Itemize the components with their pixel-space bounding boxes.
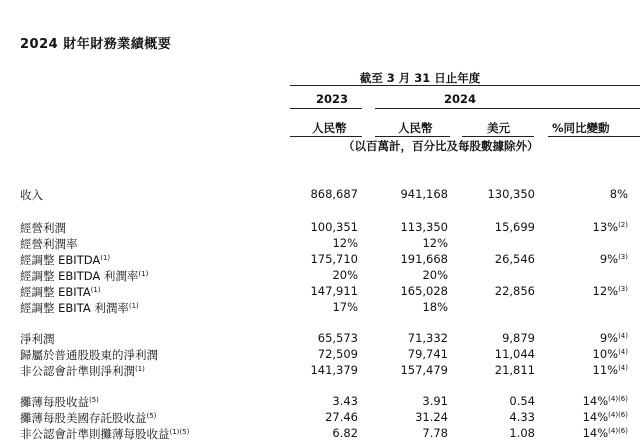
col-rule-4 (548, 136, 640, 137)
row-label: 非公認會計準則淨利潤$^{(1)}$ (20, 364, 145, 378)
value-2023: 175,710 (310, 252, 358, 266)
value-2024: 31.24 (415, 410, 448, 424)
col-rule-2 (375, 136, 450, 137)
unit-note: （以百萬計，百分比及每股數據除外） (343, 139, 539, 153)
row-label: 收入 (20, 188, 43, 202)
row-label: 經調整 EBITDA 利潤率$^{(1)}$ (20, 269, 149, 283)
period-header: 截至 3 月 31 日止年度 (359, 71, 481, 85)
year-2024-header: 2024 (444, 92, 477, 106)
value-2023: 100,351 (310, 220, 358, 234)
value-yoy: 14%$^{(4)(6)}$ (582, 426, 628, 440)
col-rule-1 (290, 136, 362, 137)
year-2023-header: 2023 (316, 92, 349, 106)
value-usd: 9,879 (502, 331, 535, 345)
table-row (0, 284, 640, 299)
table-row (0, 394, 640, 409)
value-2023: 20% (332, 268, 358, 282)
value-2024: 941,168 (400, 187, 448, 201)
col-usd-header: 美元 (487, 121, 510, 135)
row-label: 經營利潤 (20, 221, 66, 235)
row-label: 經調整 EBITA$^{(1)}$ (20, 285, 101, 299)
value-2024: 71,332 (407, 331, 448, 345)
value-2024: 165,028 (400, 284, 448, 298)
value-usd: 26,546 (494, 252, 535, 266)
value-2023: 6.82 (332, 426, 358, 440)
table-row (0, 426, 640, 441)
value-2024: 3.91 (422, 394, 448, 408)
value-usd: 22,856 (494, 284, 535, 298)
row-label: 淨利潤 (20, 332, 55, 346)
value-yoy: 9%$^{(4)}$ (599, 331, 628, 345)
value-2023: 65,573 (317, 331, 358, 345)
value-yoy: 11%$^{(4)}$ (592, 363, 628, 377)
table-row (0, 236, 640, 251)
value-usd: 11,044 (494, 347, 535, 361)
value-yoy: 13%$^{(2)}$ (592, 220, 628, 234)
row-label: 歸屬於普通股股東的淨利潤 (20, 348, 158, 362)
value-yoy: 8% (609, 187, 628, 201)
value-2024: 157,479 (400, 363, 448, 377)
value-2024: 18% (422, 300, 448, 314)
value-usd: 1.08 (509, 426, 535, 440)
value-2024: 7.78 (422, 426, 448, 440)
table-row (0, 268, 640, 283)
table-row (0, 220, 640, 235)
value-2023: 27.46 (325, 410, 358, 424)
year-2024-rule (375, 108, 640, 109)
value-yoy: 14%$^{(4)(6)}$ (582, 410, 628, 424)
value-yoy: 9%$^{(3)}$ (599, 252, 628, 266)
row-label: 經營利潤率 (20, 237, 78, 251)
row-label: 經調整 EBITA 利潤率$^{(1)}$ (20, 301, 139, 315)
value-usd: 21,811 (494, 363, 535, 377)
value-2023: 147,911 (310, 284, 358, 298)
col-rmb-2024-header: 人民幣 (398, 121, 433, 135)
row-label: 非公認會計準則攤薄每股收益$^{(1)(5)}$ (20, 427, 190, 441)
row-label: 經調整 EBITDA$^{(1)}$ (20, 253, 111, 267)
value-2024: 191,668 (400, 252, 448, 266)
row-label: 攤薄每股美國存託股收益$^{(5)}$ (20, 411, 157, 425)
year-2023-rule (290, 108, 362, 109)
col-rmb-2023-header: 人民幣 (312, 121, 347, 135)
value-2024: 20% (422, 268, 448, 282)
col-rule-3 (462, 136, 534, 137)
value-usd: 4.33 (509, 410, 535, 424)
table-row (0, 347, 640, 362)
value-2023: 868,687 (310, 187, 358, 201)
table-row (0, 331, 640, 346)
value-2024: 12% (422, 236, 448, 250)
value-yoy: 12%$^{(3)}$ (592, 284, 628, 298)
value-usd: 0.54 (509, 394, 535, 408)
value-2023: 72,509 (317, 347, 358, 361)
value-usd: 15,699 (494, 220, 535, 234)
value-2023: 141,379 (310, 363, 358, 377)
value-yoy: 14%$^{(4)(6)}$ (582, 394, 628, 408)
table-row (0, 363, 640, 378)
period-rule (290, 85, 640, 86)
table-row (0, 187, 640, 202)
table-row (0, 252, 640, 267)
value-usd: 130,350 (487, 187, 535, 201)
value-2024: 113,350 (400, 220, 448, 234)
table-row (0, 410, 640, 425)
value-2024: 79,741 (407, 347, 448, 361)
value-yoy: 10%$^{(4)}$ (592, 347, 628, 361)
value-2023: 17% (332, 300, 358, 314)
page-title: 2024 財年財務業績概要 (20, 37, 172, 52)
col-yoy-header: %同比變動 (552, 121, 610, 135)
value-2023: 12% (332, 236, 358, 250)
row-label: 攤薄每股收益$^{(5)}$ (20, 395, 99, 409)
table-row (0, 300, 640, 315)
value-2023: 3.43 (332, 394, 358, 408)
